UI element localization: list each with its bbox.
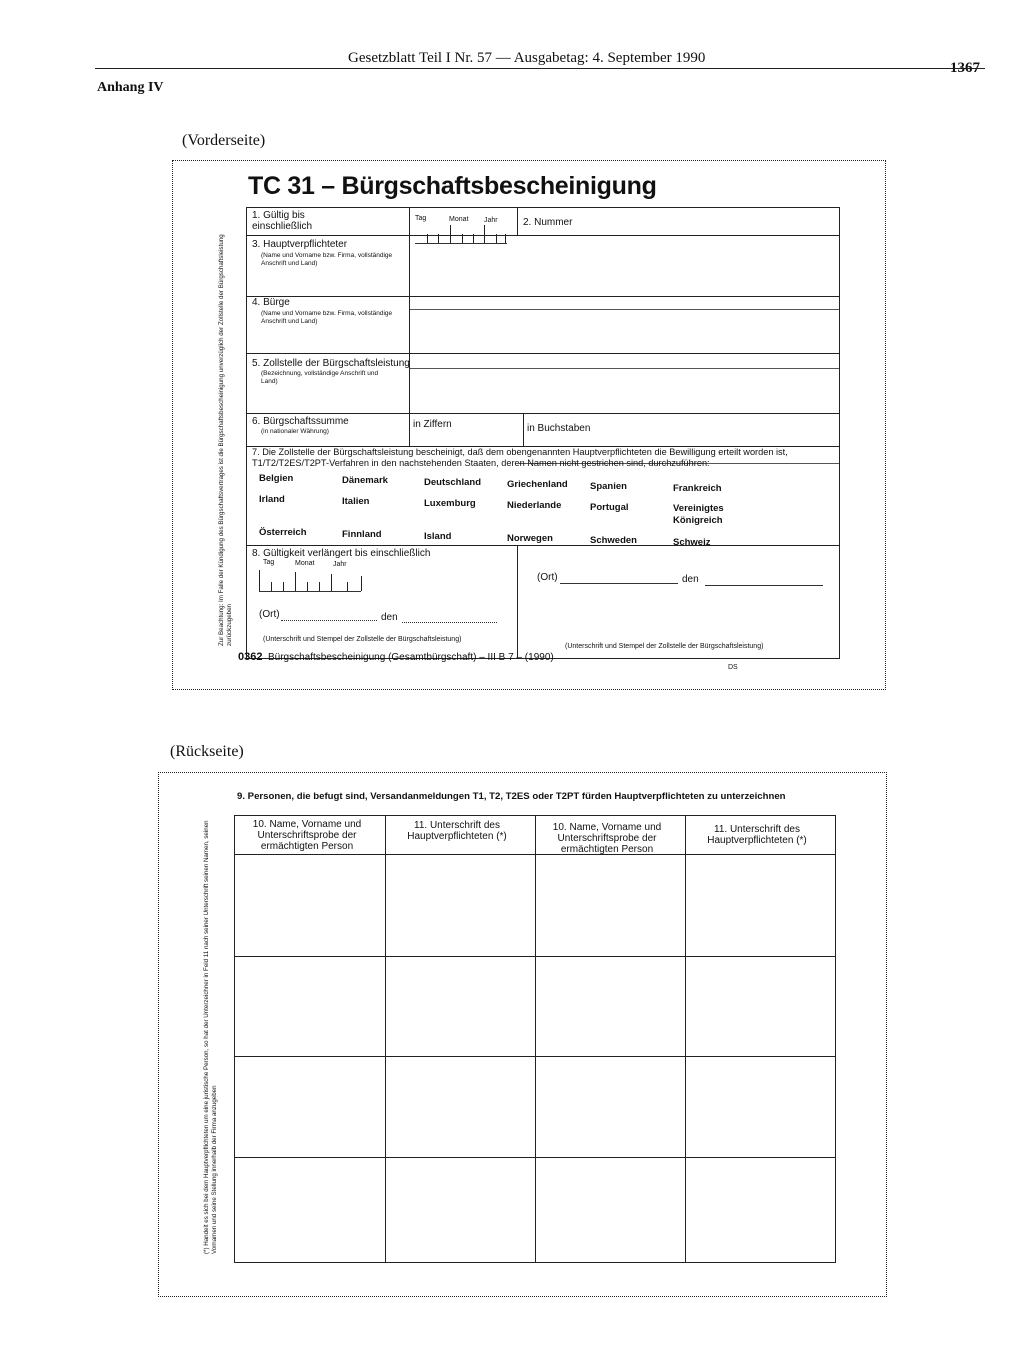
column-header-2: 11. Unterschrift des Hauptverpflichteten (*) <box>407 820 507 842</box>
country-16: Norwegen <box>507 533 553 544</box>
country-14: Finnland <box>342 529 382 540</box>
country-3: Deutschland <box>424 477 482 488</box>
country-4: Griechenland <box>507 479 568 490</box>
column-header-4: 11. Unterschrift des Hauptverpflichteten (*) <box>707 824 807 846</box>
back-side-label: (Rückseite) <box>170 743 244 760</box>
field-5-label: 5. Zollstelle der Bürgschaftsleistung <box>252 358 410 369</box>
field-1-label: 1. Gültig bis einschließlich <box>252 210 313 232</box>
field-6-ziffern: in Ziffern <box>413 419 452 430</box>
field-4-label: 4. Bürge <box>252 297 290 308</box>
country-5: Spanien <box>590 481 627 492</box>
field-1-monat: Monat <box>449 216 469 223</box>
header-rule <box>95 68 985 69</box>
field-8-ort: (Ort) <box>259 609 280 620</box>
country-17: Schweden <box>590 535 637 546</box>
page-header-title: Gesetzblatt Teil I Nr. 57 — Ausgabetag: 4. September 1990 <box>348 50 706 66</box>
front-form <box>246 207 840 659</box>
column-header-3: 10. Name, Vorname und Unterschriftsprobe der ermächtigten Person <box>552 822 662 855</box>
country-6: Frankreich <box>673 483 722 494</box>
field-8-date-baseline <box>259 591 361 592</box>
footer-text: Bürgschaftsbescheinigung (Gesamtbürgschaft) – III B 7 – (1990) <box>268 652 554 663</box>
field-5-sub: (Bezeichnung, vollständige Anschrift und Land) <box>261 370 379 385</box>
field-8-monat: Monat <box>295 560 315 567</box>
field-6-buchstaben: in Buchstaben <box>527 423 591 434</box>
field-7-text: 7. Die Zollstelle der Bürgschaftsleistung bescheinigt, daß dem obengenannten Hauptverpflichteten die Bewilligung erteilt worden ist, T1/T2/T2ES/T2PT-Verfahren in den nachstehenden Staaten, deren Namen nicht gestrichen sind, durchzuführen: <box>252 447 788 468</box>
front-side-note: Zur Beachtung: Im Falle der Kündigung des Bürgschaftsvertrages ist die Bürgschaftsbescheinigung unverzüglich der Zollstelle der Bürgschaftsleistung zurückzugeben <box>218 234 233 646</box>
footer-ds: DS <box>728 664 738 671</box>
country-7: Irland <box>259 494 285 505</box>
country-18: Schweiz <box>673 537 711 548</box>
field-8-label: 8. Gültigkeit verlängert bis einschließlich <box>252 548 431 559</box>
country-13: Österreich <box>259 527 307 538</box>
country-2: Dänemark <box>342 475 388 486</box>
field-8-jahr: Jahr <box>333 561 347 568</box>
field-6-sub: (in nationaler Währung) <box>261 428 329 435</box>
field-1-date-baseline <box>415 243 507 244</box>
country-15: Island <box>424 531 452 542</box>
field-1-jahr: Jahr <box>484 217 498 224</box>
column-header-1: 10. Name, Vorname und Unterschriftsprobe der ermächtigten Person <box>252 819 362 852</box>
annex-label: Anhang IV <box>97 80 164 95</box>
country-8: Italien <box>342 496 370 507</box>
field-4-sub: (Name und Vorname bzw. Firma, vollständige Anschrift und Land) <box>261 310 393 325</box>
field-8-signature-caption: (Unterschrift und Stempel der Zollstelle der Bürgschaftsleistung) <box>263 636 462 643</box>
country-9: Luxemburg <box>424 498 476 509</box>
country-11: Portugal <box>590 502 629 513</box>
back-table <box>234 815 836 1263</box>
page-number: 1367 <box>950 60 980 76</box>
back-heading: 9. Personen, die befugt sind, Versandanmeldungen T1, T2, T2ES oder T2PT fürden Hauptverpflichteten zu unterzeichnen <box>237 791 786 802</box>
field-6-label: 6. Bürgschaftssumme <box>252 416 349 427</box>
right-den: den <box>682 574 699 585</box>
field-3-label: 3. Hauptverpflichteter <box>252 239 348 250</box>
field-1-tag: Tag <box>415 215 427 222</box>
back-footnote: (*) Handelt es sich bei dem Hauptverpflichteten um eine juristische Person, so hat der Unterzeichner in Feld 11 nach seiner Unterschrift seinen Namen, seinen Vornamen und seine Stellung innerhalb der Firma anzugeben <box>203 820 218 1254</box>
right-signature-caption: (Unterschrift und Stempel der Zollstelle der Bürgschaftsleistung) <box>565 643 764 650</box>
country-10: Niederlande <box>507 500 562 511</box>
field-8-den: den <box>381 612 398 623</box>
front-side-label: (Vorderseite) <box>182 132 266 149</box>
field-2-label: 2. Nummer <box>523 217 573 228</box>
right-ort: (Ort) <box>537 572 558 583</box>
footer-code: 0362 <box>238 651 263 663</box>
field-3-sub: (Name und Vorname bzw. Firma, vollständige Anschrift und Land) <box>261 252 393 267</box>
field-8-tag: Tag <box>263 559 275 566</box>
country-1: Belgien <box>259 473 294 484</box>
form-title: TC 31 – Bürgschaftsbescheinigung <box>248 172 657 200</box>
country-12: Vereinigtes Königreich <box>673 503 724 526</box>
